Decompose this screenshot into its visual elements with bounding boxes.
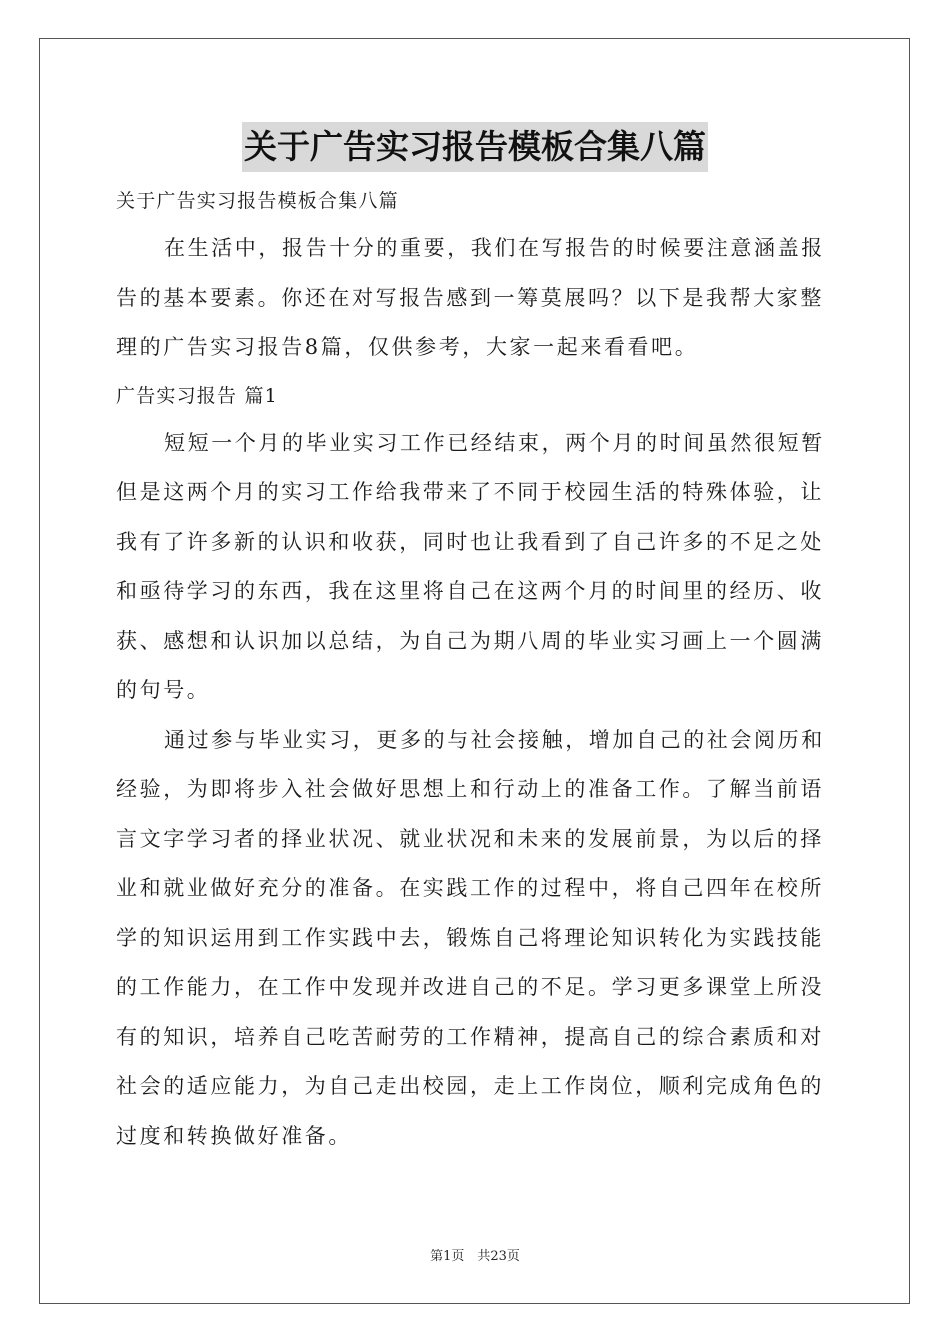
document-title: 关于广告实习报告模板合集八篇 — [242, 122, 708, 172]
paragraph-line: 理的广告实习报告8篇，仅供参考，大家一起来看看吧。 — [116, 335, 699, 359]
body-paragraph-1 — [116, 419, 834, 716]
section-heading: 广告实习报告 篇1 — [116, 384, 278, 407]
paragraph-line: 经验，为即将步入社会做好思想上和行动上的准备工作。了解当前语 — [116, 777, 824, 801]
page-footer — [0, 1245, 950, 1264]
paragraph-line: 社会的适应能力，为自己走出校园，走上工作岗位，顺利完成角色的 — [116, 1074, 824, 1098]
paragraph-line: 短短一个月的毕业实习工作已经结束，两个月的时间虽然很短暂 — [164, 430, 825, 455]
paragraph-line: 学的知识运用到工作实践中去，锻炼自己将理论知识转化为实践技能 — [116, 925, 824, 950]
paragraph-line: 有的知识，培养自己吃苦耐劳的工作精神，提高自己的综合素质和对 — [116, 1024, 824, 1049]
paragraph-line: 业和就业做好充分的准备。在实践工作的过程中，将自己四年在校所 — [116, 876, 824, 900]
paragraph-line: 言文字学习者的择业状况、就业状况和未来的发展前景，为以后的择 — [116, 826, 824, 851]
intro-paragraph — [116, 224, 834, 373]
paragraph-line: 过度和转换做好准备。 — [116, 1123, 352, 1148]
page-number: 第1页 共23页 — [430, 1249, 520, 1264]
body-paragraph-2 — [116, 716, 834, 1162]
paragraph-line: 和亟待学习的东西，我在这里将自己在这两个月的时间里的经历、收 — [116, 579, 824, 603]
paragraph-line: 的工作能力，在工作中发现并改进自己的不足。学习更多课堂上所没 — [116, 975, 824, 999]
paragraph-line: 的句号。 — [116, 678, 211, 702]
title-container — [0, 122, 950, 172]
paragraph-line: 获、感想和认识加以总结，为自己为期八周的毕业实习画上一个圆满 — [116, 628, 824, 653]
document-subtitle: 关于广告实习报告模板合集八篇 — [116, 190, 399, 212]
paragraph-line: 通过参与毕业实习，更多的与社会接触，增加自己的社会阅历和 — [164, 727, 825, 752]
paragraph-line: 我有了许多新的认识和收获，同时也让我看到了自己许多的不足之处 — [116, 529, 824, 554]
paragraph-line: 在生活中，报告十分的重要，我们在写报告的时候要注意涵盖报 — [164, 236, 825, 260]
paragraph-line: 告的基本要素。你还在对写报告感到一筹莫展吗？以下是我帮大家整 — [116, 285, 824, 310]
document-body — [116, 178, 834, 1161]
paragraph-line: 但是这两个月的实习工作给我带来了不同于校园生活的特殊体验，让 — [116, 480, 824, 504]
